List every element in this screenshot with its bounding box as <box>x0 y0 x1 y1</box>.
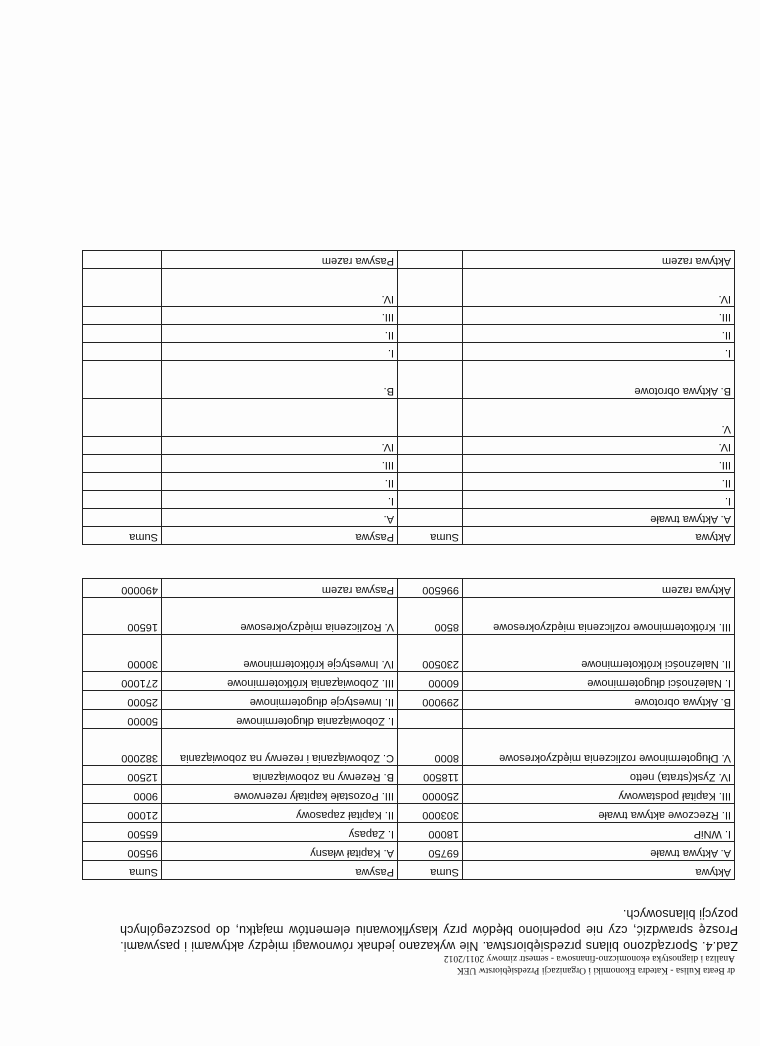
aktywa-cell: II. <box>463 325 735 343</box>
suma-aktywa-cell <box>398 509 463 527</box>
table-row <box>83 455 735 473</box>
pasywa-cell: B. <box>162 361 398 399</box>
aktywa-cell: Aktywa <box>463 527 735 545</box>
table-row <box>83 729 735 766</box>
pasywa-cell: V. Rozliczenia międzyokresowe <box>162 598 398 635</box>
suma-pasywa-cell <box>83 455 162 473</box>
pasywa-cell: III. Zobowiązania krótkoterminowe <box>162 672 398 691</box>
suma-aktywa-cell: 118500 <box>398 766 463 785</box>
aktywa-cell: II. Rzeczowe aktywa trwałe <box>463 804 735 823</box>
aktywa-cell: B. Aktywa obrotowe <box>463 361 735 399</box>
suma-aktywa-cell <box>398 399 463 437</box>
aktywa-cell: V. Długoterminowe rozliczenia międzyokresowe <box>463 729 735 766</box>
aktywa-cell: II. <box>463 473 735 491</box>
aktywa-cell: I. <box>463 343 735 361</box>
table-row <box>83 766 735 785</box>
table-row <box>83 842 735 861</box>
suma-aktywa-cell: 250000 <box>398 785 463 804</box>
aktywa-cell: A. Aktywa trwałe <box>463 509 735 527</box>
suma-pasywa-cell <box>83 343 162 361</box>
aktywa-cell: I. Należności długoterminowe <box>463 672 735 691</box>
suma-pasywa-cell <box>83 325 162 343</box>
blank-balance-table <box>82 250 735 545</box>
table-row <box>83 399 735 437</box>
suma-aktywa-cell <box>398 710 463 729</box>
suma-aktywa-cell: 8000 <box>398 729 463 766</box>
suma-pasywa-cell: 16500 <box>83 598 162 635</box>
suma-pasywa-cell <box>83 269 162 307</box>
pasywa-cell: Pasywa razem <box>162 579 398 598</box>
suma-pasywa-cell: 9000 <box>83 785 162 804</box>
aktywa-cell: IV. <box>463 437 735 455</box>
aktywa-cell: IV. Zysk(strata) netto <box>463 766 735 785</box>
suma-aktywa-cell <box>398 455 463 473</box>
suma-pasywa-cell <box>83 399 162 437</box>
pasywa-cell: III. <box>162 455 398 473</box>
suma-pasywa-cell <box>83 473 162 491</box>
pasywa-cell: Pasywa <box>162 527 398 545</box>
suma-pasywa-cell <box>83 361 162 399</box>
table-row <box>83 437 735 455</box>
author-line: dr Beata Kulisa - Katedra Ekonomiki i Organizacji Przedsiębiorstw UEK <box>456 965 735 975</box>
table-row <box>83 307 735 325</box>
suma-pasywa-cell: Suma <box>83 861 162 880</box>
table-row <box>83 823 735 842</box>
aktywa-cell: Aktywa <box>463 861 735 880</box>
aktywa-cell <box>463 710 735 729</box>
pasywa-cell: IV. Inwestycje krótkoterminowe <box>162 635 398 672</box>
table-row <box>83 635 735 672</box>
suma-aktywa-cell <box>398 437 463 455</box>
suma-aktywa-cell: Suma <box>398 861 463 880</box>
suma-aktywa-cell <box>398 491 463 509</box>
table-row <box>83 710 735 729</box>
suma-aktywa-cell: 8500 <box>398 598 463 635</box>
suma-pasywa-cell: 95500 <box>83 842 162 861</box>
aktywa-cell: III. <box>463 307 735 325</box>
suma-aktywa-cell <box>398 251 463 269</box>
table-row <box>83 691 735 710</box>
pasywa-cell: I. Zobowiązania długoterminowe <box>162 710 398 729</box>
suma-aktywa-cell: Suma <box>398 527 463 545</box>
suma-pasywa-cell: 490000 <box>83 579 162 598</box>
suma-pasywa-cell: 65500 <box>83 823 162 842</box>
task-text: Zad.4. Sporządzono bilans przedsiębiorstwa. Nie wykazano jednak równowagi między aktywami i pasywami. Proszę sprawdzić, czy nie popełniono błędów przy klasyfikowaniu elementów majątku, do poszczególnych pozycji bilansowych. <box>120 907 738 953</box>
table-header-row <box>83 861 735 880</box>
aktywa-cell: IV. <box>463 269 735 307</box>
pasywa-cell: III. <box>162 307 398 325</box>
table-row <box>83 579 735 598</box>
table-row <box>83 251 735 269</box>
suma-aktywa-cell: 299000 <box>398 691 463 710</box>
table-row <box>83 509 735 527</box>
suma-aktywa-cell <box>398 325 463 343</box>
table-row <box>83 804 735 823</box>
table-row <box>83 325 735 343</box>
aktywa-cell: III. Kapitał podstawowy <box>463 785 735 804</box>
aktywa-cell: Aktywa razem <box>463 579 735 598</box>
suma-pasywa-cell: 25000 <box>83 691 162 710</box>
suma-pasywa-cell <box>83 491 162 509</box>
pasywa-cell: Pasywa <box>162 861 398 880</box>
suma-pasywa-cell <box>83 251 162 269</box>
suma-aktywa-cell <box>398 473 463 491</box>
suma-pasywa-cell: 382000 <box>83 729 162 766</box>
aktywa-cell: III. Krótkoterminowe rozliczenia międzyokresowe <box>463 598 735 635</box>
suma-aktywa-cell: 18000 <box>398 823 463 842</box>
suma-aktywa-cell: 230500 <box>398 635 463 672</box>
aktywa-cell: Aktywa razem <box>463 251 735 269</box>
suma-pasywa-cell: 50000 <box>83 710 162 729</box>
aktywa-cell: B. Aktywa obrotowe <box>463 691 735 710</box>
table-row <box>83 361 735 399</box>
pasywa-cell: II. <box>162 473 398 491</box>
pasywa-cell: IV. <box>162 437 398 455</box>
suma-aktywa-cell <box>398 307 463 325</box>
aktywa-cell: A. Aktywa trwałe <box>463 842 735 861</box>
table-row <box>83 473 735 491</box>
suma-pasywa-cell: 271000 <box>83 672 162 691</box>
pasywa-cell: II. Inwestycje długoterminowe <box>162 691 398 710</box>
balance-table <box>82 578 735 880</box>
course-line: Analiza i diagnostyka ekonomiczno-finansowa - semestr zimowy 2011/2012 <box>443 953 735 963</box>
pasywa-cell <box>162 399 398 437</box>
suma-aktywa-cell <box>398 361 463 399</box>
pasywa-cell: C. Zobowiązania i rezerwy na zobowiązania <box>162 729 398 766</box>
pasywa-cell: B. Rezerwy na zobowiązania <box>162 766 398 785</box>
pasywa-cell: IV. <box>162 269 398 307</box>
table-header-row <box>83 527 735 545</box>
suma-aktywa-cell: 69750 <box>398 842 463 861</box>
suma-pasywa-cell: 21000 <box>83 804 162 823</box>
pasywa-cell: II. Kapitał zapasowy <box>162 804 398 823</box>
pasywa-cell: A. Kapitał własny <box>162 842 398 861</box>
pasywa-cell: II. <box>162 325 398 343</box>
aktywa-cell: I. <box>463 491 735 509</box>
suma-pasywa-cell: 30000 <box>83 635 162 672</box>
suma-pasywa-cell: Suma <box>83 527 162 545</box>
pasywa-cell: I. <box>162 491 398 509</box>
table-row <box>83 785 735 804</box>
aktywa-cell: II. Należności krótkoterminowe <box>463 635 735 672</box>
table-row <box>83 672 735 691</box>
suma-pasywa-cell: 12500 <box>83 766 162 785</box>
pasywa-cell: Pasywa razem <box>162 251 398 269</box>
table-row <box>83 491 735 509</box>
pasywa-cell: I. <box>162 343 398 361</box>
pasywa-cell: III. Pozostałe kapitały rezerwowe <box>162 785 398 804</box>
suma-aktywa-cell: 996500 <box>398 579 463 598</box>
suma-pasywa-cell <box>83 437 162 455</box>
pasywa-cell: A. <box>162 509 398 527</box>
suma-pasywa-cell <box>83 307 162 325</box>
suma-aktywa-cell <box>398 343 463 361</box>
suma-aktywa-cell: 60000 <box>398 672 463 691</box>
aktywa-cell: I. WNiP <box>463 823 735 842</box>
aktywa-cell: III. <box>463 455 735 473</box>
suma-pasywa-cell <box>83 509 162 527</box>
table-row <box>83 269 735 307</box>
suma-aktywa-cell: 303000 <box>398 804 463 823</box>
table-row <box>83 598 735 635</box>
pasywa-cell: I. Zapasy <box>162 823 398 842</box>
table-row <box>83 343 735 361</box>
aktywa-cell: V. <box>463 399 735 437</box>
suma-aktywa-cell <box>398 269 463 307</box>
